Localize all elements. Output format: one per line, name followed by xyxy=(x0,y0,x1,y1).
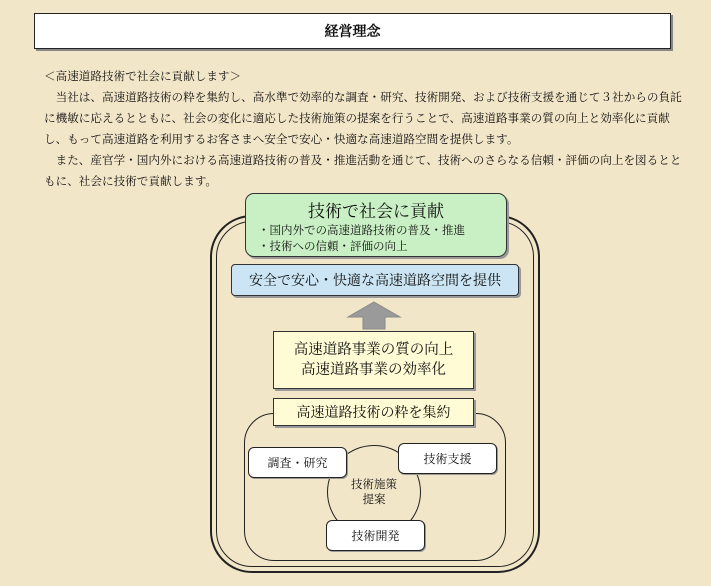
page-title xyxy=(34,13,671,49)
contribution-box xyxy=(245,193,507,257)
page-title-text: 経営理念 xyxy=(324,24,381,40)
center-line-1: 技術施策 xyxy=(351,477,397,491)
survey-box xyxy=(248,447,347,478)
intro-paragraph-1: 当社は、高速道路技術の粋を集約し、高水準で効率的な調査・研究、技術開発、および技術支援を通じて３社からの負託に機敏に応えるとともに、社会の変化に適応した技術施策の提案を行うことで、高速道路事業の質の向上と効率化に貢献し、もって高速道路を利用するお客さまへ安全で安心・快適な高速道路空間を提供します。 xyxy=(44,90,682,146)
development-box xyxy=(326,520,425,551)
support-label: 技術支援 xyxy=(423,452,472,466)
support-box xyxy=(398,443,497,474)
center-line-2: 提案 xyxy=(362,492,386,506)
quality-line-1: 高速道路事業の質の向上 xyxy=(293,342,454,358)
intro-text xyxy=(44,66,684,192)
gather-box xyxy=(273,398,474,426)
development-label: 技術開発 xyxy=(351,529,400,543)
contribution-item-2: ・技術への信頼・評価の向上 xyxy=(258,239,408,253)
contribution-title: 技術で社会に貢献 xyxy=(308,202,444,222)
provide-label: 安全で安心・快適な高速道路空間を提供 xyxy=(249,273,501,289)
survey-label: 調査・研究 xyxy=(267,456,328,470)
contribution-item-1: ・国内外での高速道路技術の普及・推進 xyxy=(258,223,465,237)
up-arrow-icon xyxy=(346,300,402,330)
intro-paragraph-2: また、産官学・国内外における高速道路技術の普及・推進活動を通じて、技術へのさらなる信頼・評価の向上を図るとともに、社会に技術で貢献します。 xyxy=(44,153,682,188)
quality-line-2: 高速道路事業の効率化 xyxy=(301,362,446,378)
intro-heading: ＜高速道路技術で社会に貢献します＞ xyxy=(44,69,242,83)
quality-box xyxy=(273,331,474,389)
provide-box xyxy=(231,264,519,296)
gather-label: 高速道路技術の粋を集約 xyxy=(296,405,451,421)
